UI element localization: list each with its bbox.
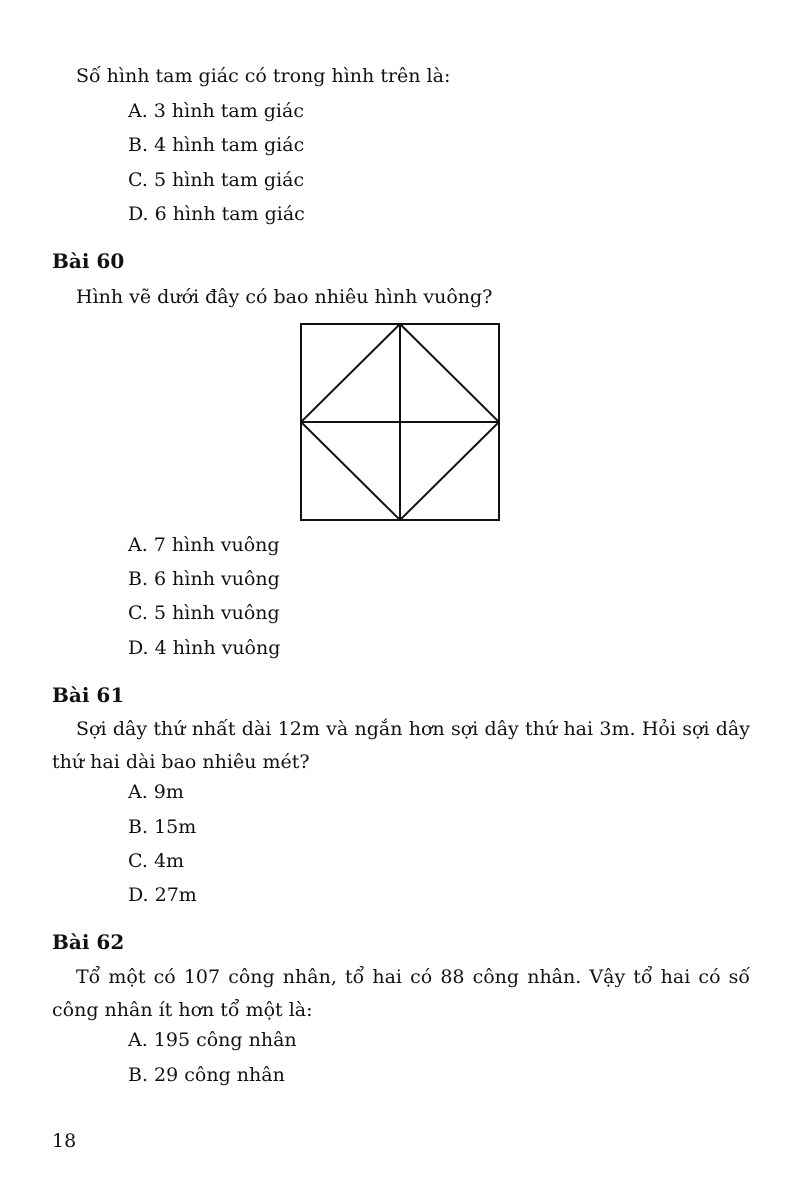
bai61-option-c: C. 4m [128, 850, 185, 872]
intro-option-b: B. 4 hình tam giác [128, 134, 305, 156]
page-number: 18 [52, 1130, 77, 1152]
bai62-option-b: B. 29 công nhân [128, 1064, 285, 1086]
bai60-option-c: C. 5 hình vuông [128, 602, 280, 624]
intro-option-c: C. 5 hình tam giác [128, 169, 305, 191]
bai62-question: Tổ một có 107 công nhân, tổ hai có 88 công nhân. Vậy tổ hai có số công nhân ít hơn tổ một là: [52, 966, 750, 1021]
bai61-option-d: D. 27m [128, 884, 197, 906]
bai62-option-a: A. 195 công nhân [128, 1029, 297, 1051]
bai61-option-a: A. 9m [128, 781, 184, 803]
bai61-question: Sợi dây thứ nhất dài 12m và ngắn hơn sợi dây thứ hai 3m. Hỏi sợi dây thứ hai dài bao nhiêu mét? [52, 718, 750, 773]
bai61-option-b: B. 15m [128, 816, 197, 838]
bai61-heading: Bài 61 [52, 683, 125, 707]
bai60-option-b: B. 6 hình vuông [128, 568, 280, 590]
bai60-option-d: D. 4 hình vuông [128, 637, 281, 659]
intro-question: Số hình tam giác có trong hình trên là: [76, 65, 451, 87]
bai60-option-a: A. 7 hình vuông [128, 534, 280, 556]
intro-option-d: D. 6 hình tam giác [128, 203, 305, 225]
square-diagram [300, 323, 500, 521]
intro-option-a: A. 3 hình tam giác [128, 100, 304, 122]
bai60-question: Hình vẽ dưới đây có bao nhiêu hình vuông? [76, 286, 493, 308]
bai60-heading: Bài 60 [52, 249, 125, 273]
bai62-heading: Bài 62 [52, 930, 125, 954]
